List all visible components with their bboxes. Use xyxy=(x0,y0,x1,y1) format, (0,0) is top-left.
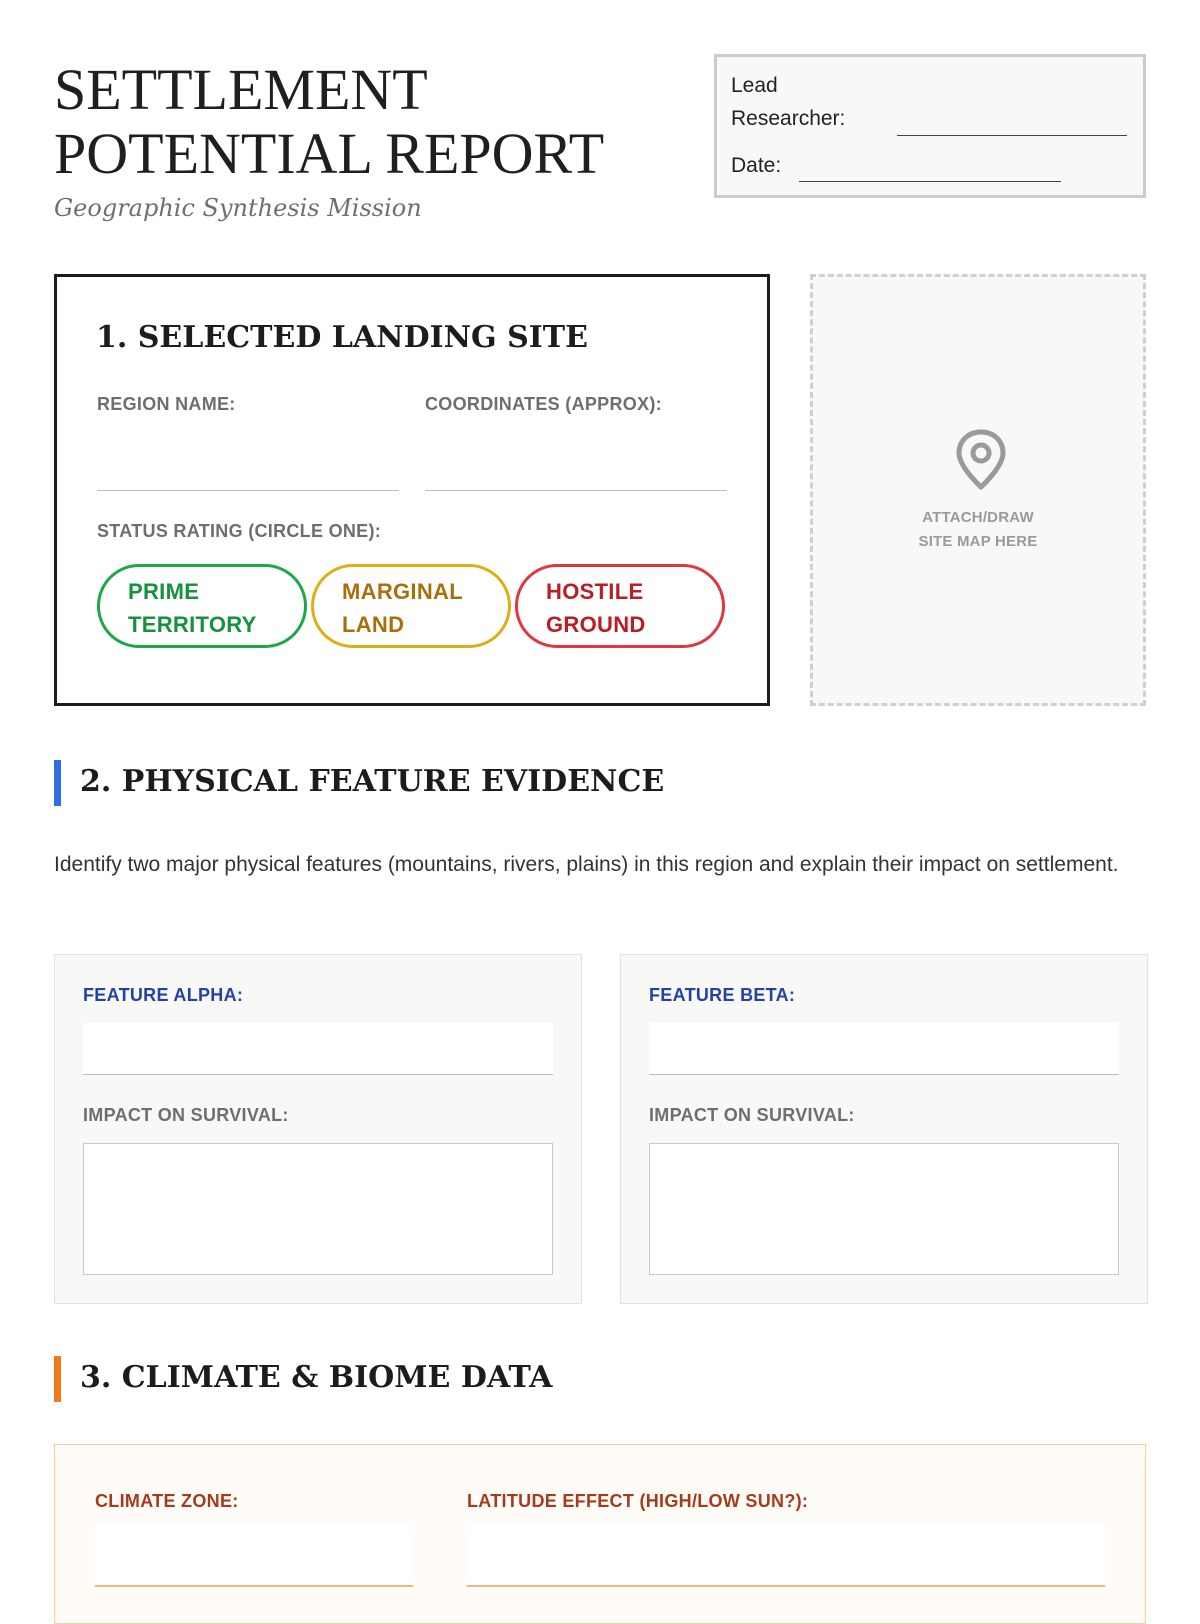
feature-beta-label: FEATURE BETA: xyxy=(649,985,796,1005)
feature-beta-impact-label: IMPACT ON SURVIVAL: xyxy=(649,1105,855,1125)
report-subtitle: Geographic Synthesis Mission xyxy=(54,194,422,222)
date-label: Date: xyxy=(731,154,782,177)
section-2-heading: 2. PHYSICAL FEATURE EVIDENCE xyxy=(80,764,665,799)
researcher-info-box xyxy=(714,54,1146,198)
latitude-effect-label: LATITUDE EFFECT (HIGH/LOW SUN?): xyxy=(467,1491,809,1511)
title-line-1: SETTLEMENT xyxy=(54,57,428,122)
title-line-2: POTENTIAL REPORT xyxy=(54,121,605,186)
site-map-attachment-area[interactable] xyxy=(810,274,1146,706)
section-3-heading: 3. CLIMATE & BIOME DATA xyxy=(80,1360,553,1395)
region-name-label: REGION NAME: xyxy=(97,394,236,414)
coordinates-field[interactable] xyxy=(425,490,727,491)
climate-biome-card xyxy=(54,1444,1146,1624)
section-1-heading: 1. SELECTED LANDING SITE xyxy=(96,320,588,355)
section-2-instructions: Identify two major physical features (mountains, rivers, plains) in this region and explain their impact on settlement. xyxy=(54,853,1119,876)
status-rating-label: STATUS RATING (CIRCLE ONE): xyxy=(97,521,382,541)
status-hostile-ground[interactable]: HOSTILE GROUND xyxy=(515,564,725,648)
feature-alpha-input[interactable] xyxy=(83,1023,553,1075)
region-name-field[interactable] xyxy=(97,490,399,491)
status-marginal-land[interactable]: MARGINAL LAND xyxy=(311,564,511,648)
climate-zone-input[interactable] xyxy=(95,1523,413,1587)
report-title xyxy=(54,58,674,186)
feature-alpha-label: FEATURE ALPHA: xyxy=(83,985,244,1005)
map-instructions-line-2: SITE MAP HERE xyxy=(918,533,1038,550)
feature-alpha-impact-textarea[interactable] xyxy=(83,1143,553,1275)
climate-zone-label: CLIMATE ZONE: xyxy=(95,1491,239,1511)
map-pin-icon xyxy=(955,429,1007,491)
feature-alpha-impact-label: IMPACT ON SURVIVAL: xyxy=(83,1105,289,1125)
status-prime-territory[interactable]: PRIME TERRITORY xyxy=(97,564,307,648)
lead-researcher-label: Lead Researcher: xyxy=(731,74,846,130)
date-field[interactable] xyxy=(799,181,1061,182)
lead-researcher-field[interactable] xyxy=(897,135,1127,136)
latitude-effect-input[interactable] xyxy=(467,1523,1105,1587)
map-instructions-line-1: ATTACH/DRAW xyxy=(922,509,1034,526)
section-3-accent-bar xyxy=(54,1356,61,1402)
feature-beta-card xyxy=(620,954,1148,1304)
feature-beta-input[interactable] xyxy=(649,1023,1119,1075)
coordinates-label: COORDINATES (APPROX): xyxy=(425,394,662,414)
feature-alpha-card xyxy=(54,954,582,1304)
section-2-accent-bar xyxy=(54,760,61,806)
feature-beta-impact-textarea[interactable] xyxy=(649,1143,1119,1275)
